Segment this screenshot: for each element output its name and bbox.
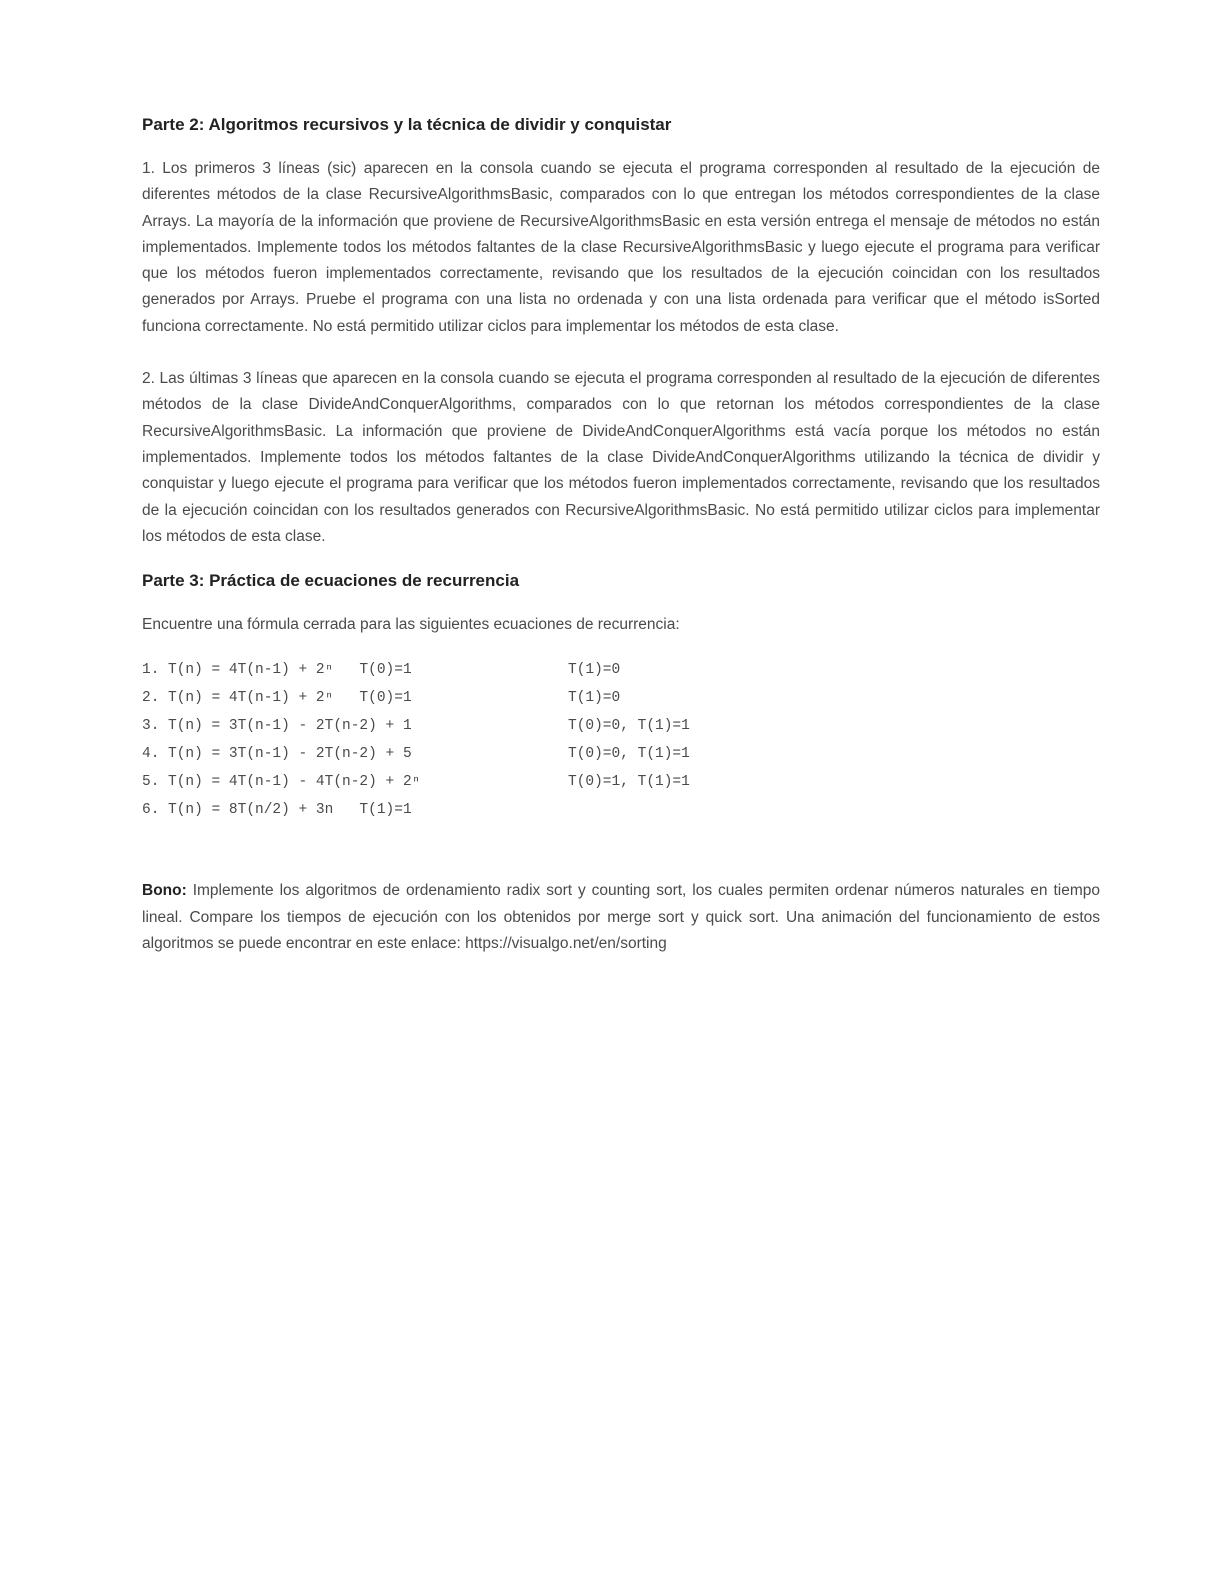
section-1-title: Parte 2: Algoritmos recursivos y la técnica de dividir y conquistar	[142, 115, 672, 134]
equation-initial-conditions: T(0)=0, T(1)=1	[568, 746, 690, 763]
section-1-paragraph-2: 2. Las últimas 3 líneas que aparecen en la consola cuando se ejecuta el programa corresponden al resultado de la ejecución de diferentes métodos de la clase DivideAndConquerAlgorithms, comparados con lo que retornan los métodos correspondientes de la clase RecursiveAlgorithmsBasic. La información que proviene de DivideAndConquerAlgorithms está vacía porque los métodos no están implementados. Implemente todos los métodos faltantes de la clase DivideAndConquerAlgorithms utilizando la técnica de dividir y conquistar y luego ejecute el programa para verificar que los métodos fueron implementados correctamente, revisando que los resultados de la ejecución coincidan con los resultados generados con RecursiveAlgorithmsBasic. No está permitido utilizar ciclos para implementar los métodos de esta clase.	[142, 370, 1100, 545]
equation-initial-conditions: T(0)=0, T(1)=1	[568, 718, 690, 735]
equation-initial-conditions: T(1)=0	[568, 690, 621, 707]
equation-expression: T(n) = 4T(n-1) + 2ⁿ T(0)=1	[168, 662, 412, 679]
bonus-label: Bono:	[142, 882, 187, 900]
recurrence-equations-list	[142, 656, 1100, 824]
equation-number: 5.	[142, 774, 160, 791]
equation-expression: T(n) = 4T(n-1) - 4T(n-2) + 2ⁿ	[168, 774, 421, 791]
section-2-intro: Encuentre una fórmula cerrada para las siguientes ecuaciones de recurrencia:	[142, 616, 680, 634]
equation-item	[142, 712, 1100, 740]
bonus-text: Implemente los algoritmos de ordenamiento radix sort y counting sort, los cuales permiten ordenar números naturales en tiempo lineal. Compare los tiempos de ejecución con los obtenidos por merge sort y quick sort. Una animación del funcionamiento de estos algoritmos se puede encontrar en este enlace: https://visualgo.net/en/sorting	[142, 882, 1100, 953]
section-1-paragraph-1: 1. Los primeros 3 líneas (sic) aparecen en la consola cuando se ejecuta el programa corresponden al resultado de la ejecución de diferentes métodos de la clase RecursiveAlgorithmsBasic, comparados con lo que entregan los métodos correspondientes de la clase Arrays. La mayoría de la información que proviene de RecursiveAlgorithmsBasic en esta versión entrega el mensaje de métodos no están implementados. Implemente todos los métodos faltantes de la clase RecursiveAlgorithmsBasic y luego ejecute el programa para verificar que los métodos fueron implementados correctamente, revisando que los resultados de la ejecución coincidan con los resultados generados por Arrays. Pruebe el programa con una lista no ordenada y con una lista ordenada para verificar que el método isSorted funciona correctamente. No está permitido utilizar ciclos para implementar los métodos de esta clase.	[142, 160, 1100, 335]
equation-expression: T(n) = 4T(n-1) + 2ⁿ T(0)=1	[168, 690, 412, 707]
equation-number: 2.	[142, 690, 160, 707]
equation-item	[142, 684, 1100, 712]
section-2-title: Parte 3: Práctica de ecuaciones de recurrencia	[142, 571, 520, 591]
equation-number: 3.	[142, 718, 160, 735]
equation-number: 1.	[142, 662, 160, 679]
equation-expression: T(n) = 3T(n-1) - 2T(n-2) + 5	[168, 746, 412, 763]
equation-initial-conditions: T(1)=0	[568, 662, 621, 679]
equation-number: 6.	[142, 802, 160, 819]
equation-item	[142, 740, 1100, 768]
equation-initial-conditions: T(0)=1, T(1)=1	[568, 774, 690, 791]
equation-number: 4.	[142, 746, 160, 763]
equation-item	[142, 656, 1100, 684]
equation-item	[142, 796, 1100, 824]
equation-expression: T(n) = 8T(n/2) + 3n T(1)=1	[168, 802, 412, 819]
document-content	[142, 112, 1100, 957]
equation-item	[142, 768, 1100, 796]
equation-expression: T(n) = 3T(n-1) - 2T(n-2) + 1	[168, 718, 412, 735]
bonus-paragraph	[142, 878, 1100, 957]
